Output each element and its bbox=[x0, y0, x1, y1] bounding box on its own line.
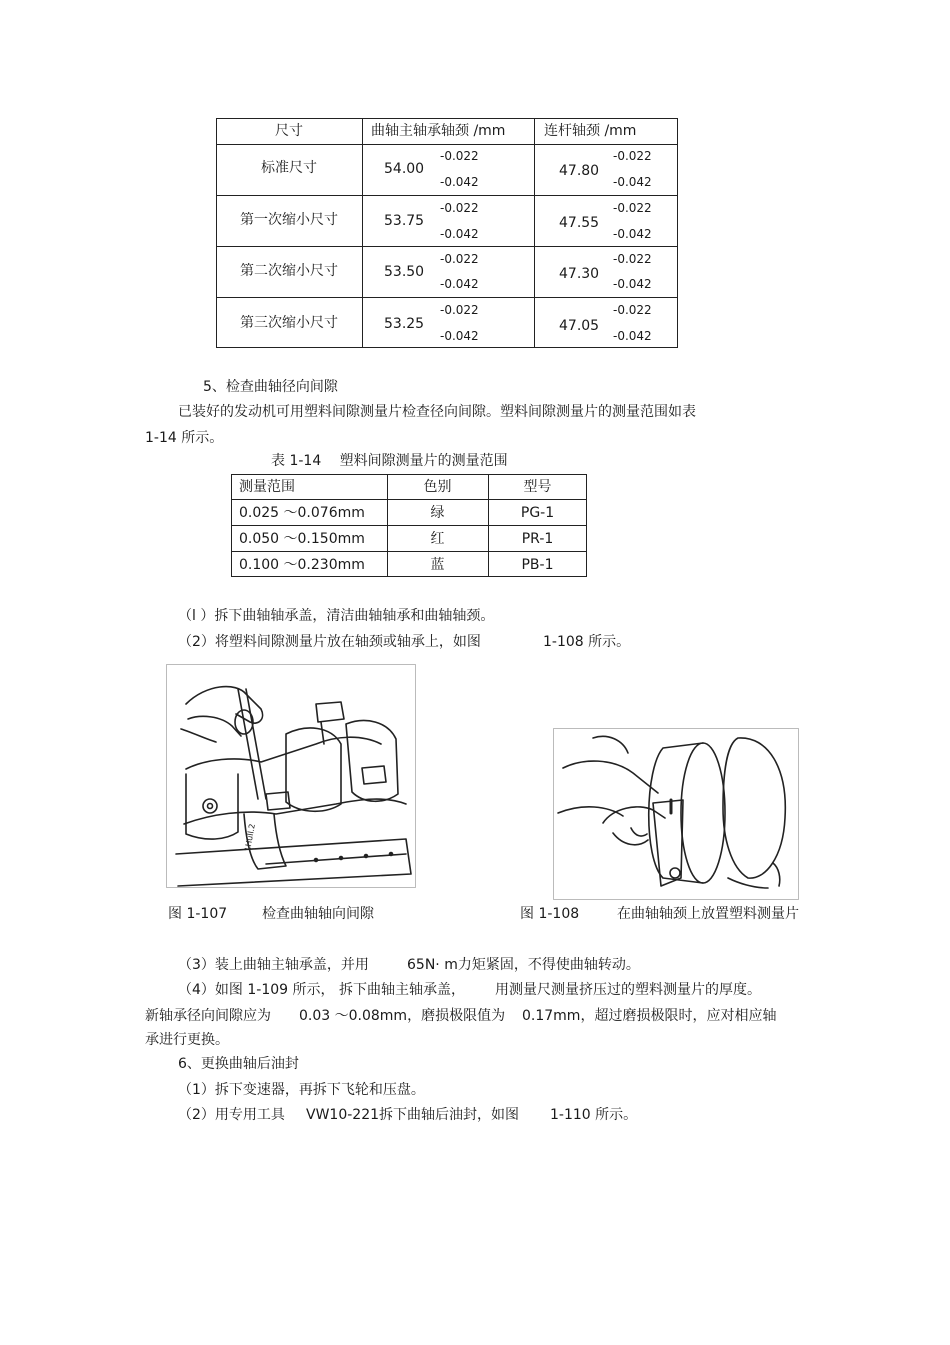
rod-value: 47.55 bbox=[559, 215, 600, 231]
section6-step1: （1）拆下变速器，再拆下飞轮和压盘。 bbox=[178, 1082, 425, 1098]
rod-lower-tol: -0.042 bbox=[613, 227, 652, 241]
section6-step2-figref: 1-110 所示。 bbox=[550, 1107, 638, 1123]
range-table-caption: 表 1-14 塑料间隙测量片的测量范围 bbox=[271, 453, 508, 469]
section6-step2: （2）用专用工具 bbox=[178, 1107, 285, 1123]
header-range: 测量范围 bbox=[239, 479, 295, 495]
main-lower-tol: -0.042 bbox=[440, 227, 479, 241]
step2-text: （2）将塑料间隙测量片放在轴颈或轴承上，如图 bbox=[178, 634, 481, 650]
step4-text-end: 承进行更换。 bbox=[145, 1032, 229, 1048]
row-label: 第一次缩小尺寸 bbox=[240, 212, 338, 228]
rod-lower-tol: -0.042 bbox=[613, 329, 652, 343]
step2-figref: 1-108 所示。 bbox=[543, 634, 631, 650]
rod-upper-tol: -0.022 bbox=[613, 303, 652, 317]
range-cell: 0.025 ～0.076mm bbox=[239, 505, 365, 521]
step4-clearance-label: 新轴承径向间隙应为 bbox=[145, 1008, 271, 1024]
plastigage-range-table bbox=[231, 474, 587, 577]
model-cell: PG-1 bbox=[520, 505, 555, 521]
header-main-journal: 曲轴主轴承轴颈 /mm bbox=[371, 123, 506, 139]
range-cell: 0.050 ～0.150mm bbox=[239, 531, 365, 547]
header-model: 型号 bbox=[523, 479, 552, 495]
figure-1-108-number: 图 1-108 bbox=[520, 906, 580, 922]
rod-lower-tol: -0.042 bbox=[613, 175, 652, 189]
main-upper-tol: -0.022 bbox=[440, 303, 479, 317]
row-label: 第三次缩小尺寸 bbox=[240, 315, 338, 331]
header-rod-journal: 连杆轴颈 /mm bbox=[544, 123, 637, 139]
figure-1-108-title: 在曲轴轴颈上放置塑料测量片 bbox=[617, 906, 799, 922]
rod-value: 47.30 bbox=[559, 266, 600, 282]
main-upper-tol: -0.022 bbox=[440, 149, 479, 163]
step3-text: （3）装上曲轴主轴承盖，并用 bbox=[178, 957, 369, 973]
header-color: 色别 bbox=[423, 479, 452, 495]
range-cell: 0.100 ～0.230mm bbox=[239, 557, 365, 573]
main-lower-tol: -0.042 bbox=[440, 329, 479, 343]
figure-1-108-illustration bbox=[553, 728, 799, 900]
color-cell: 蓝 bbox=[430, 557, 445, 573]
main-value: 53.50 bbox=[384, 264, 425, 280]
step3-torque: 65N· m力矩紧固，不得使曲轴转动。 bbox=[407, 957, 640, 973]
row-label: 第二次缩小尺寸 bbox=[240, 263, 338, 279]
figure-1-107-illustration bbox=[166, 664, 416, 888]
rod-upper-tol: -0.022 bbox=[613, 201, 652, 215]
rod-lower-tol: -0.042 bbox=[613, 277, 652, 291]
step4-clearance-value: 0.03 ～0.08mm，磨损极限值为 bbox=[299, 1008, 506, 1024]
svg-text:1Hull.2: 1Hull.2 bbox=[243, 822, 257, 853]
step4-text: （4）如图 1-109 所示， 拆下曲轴主轴承盖， bbox=[178, 982, 465, 998]
step1-text: （l ）拆下曲轴轴承盖，清洁曲轴轴承和曲轴轴颈。 bbox=[178, 608, 495, 624]
step4-text-cont: 用测量尺测量挤压过的塑料测量片的厚度。 bbox=[495, 982, 761, 998]
rod-value: 47.05 bbox=[559, 318, 600, 334]
main-value: 54.00 bbox=[384, 161, 425, 177]
main-value: 53.25 bbox=[384, 316, 425, 332]
model-cell: PR-1 bbox=[521, 531, 554, 547]
model-cell: PB-1 bbox=[521, 557, 554, 573]
header-size: 尺寸 bbox=[275, 123, 303, 139]
rod-upper-tol: -0.022 bbox=[613, 149, 652, 163]
main-upper-tol: -0.022 bbox=[440, 201, 479, 215]
row-label: 标准尺寸 bbox=[261, 160, 317, 176]
color-cell: 绿 bbox=[430, 505, 445, 521]
figure-1-107-number: 图 1-107 bbox=[168, 906, 228, 922]
rod-upper-tol: -0.022 bbox=[613, 252, 652, 266]
rod-value: 47.80 bbox=[559, 163, 600, 179]
section5-intro-line2: 1-14 所示。 bbox=[145, 430, 224, 446]
section6-step2-tool: VW10-221拆下曲轴后油封，如图 bbox=[306, 1107, 520, 1123]
section5-intro-line1: 已装好的发动机可用塑料间隙测量片检查径向间隙。塑料间隙测量片的测量范围如表 bbox=[178, 404, 696, 420]
section5-heading: 5、检查曲轴径向间隙 bbox=[203, 379, 338, 395]
main-lower-tol: -0.042 bbox=[440, 175, 479, 189]
journal-size-table bbox=[216, 118, 678, 348]
color-cell: 红 bbox=[430, 531, 445, 547]
main-upper-tol: -0.022 bbox=[440, 252, 479, 266]
main-value: 53.75 bbox=[384, 213, 425, 229]
figure-1-107-title: 检查曲轴轴向间隙 bbox=[262, 906, 374, 922]
section6-heading: 6、更换曲轴后油封 bbox=[178, 1056, 299, 1072]
step4-wear-limit: 0.17mm，超过磨损极限时，应对相应轴 bbox=[522, 1008, 777, 1024]
main-lower-tol: -0.042 bbox=[440, 277, 479, 291]
